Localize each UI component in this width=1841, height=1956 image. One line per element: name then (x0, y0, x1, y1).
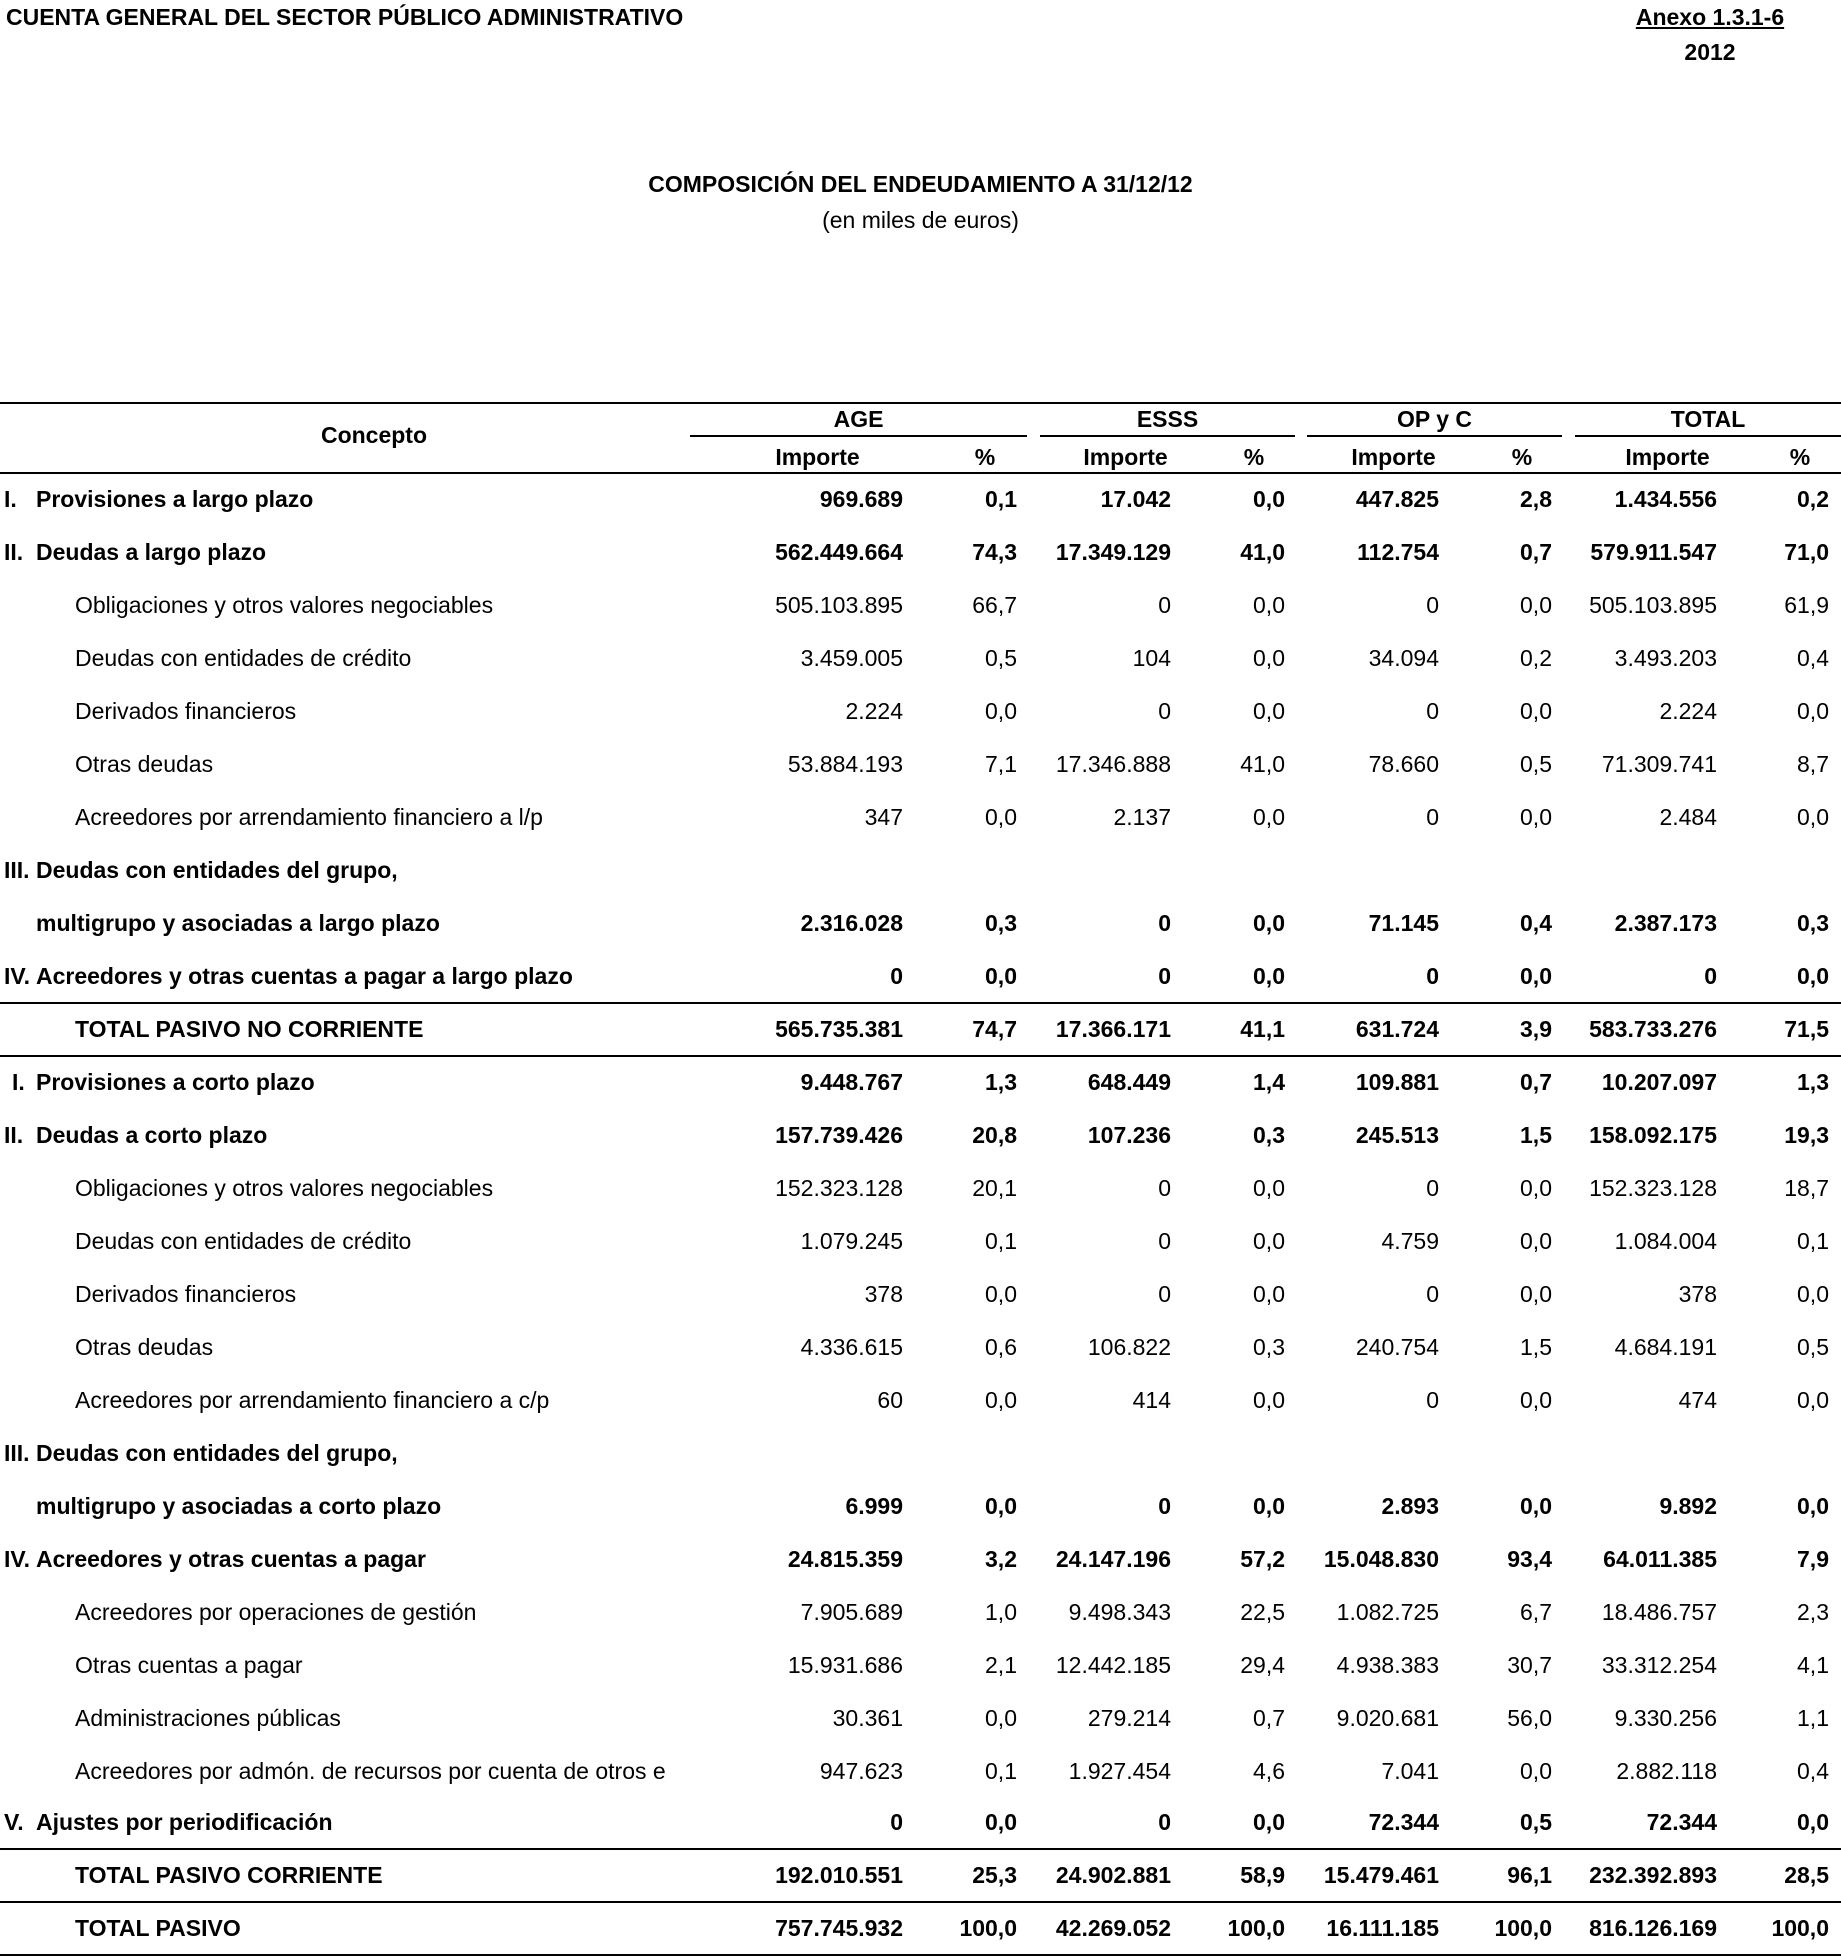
opyc-pct: 96,1 (1507, 1862, 1552, 1888)
table-row (0, 579, 1841, 632)
opyc-pct: 0,0 (1520, 1387, 1552, 1413)
opyc-importe: 0 (1426, 804, 1439, 830)
esss-importe: 17.349.129 (1055, 539, 1171, 565)
opyc-importe: 0 (1426, 698, 1439, 724)
row-numeral: I. (4, 486, 17, 512)
age-pct: 3,2 (985, 1546, 1017, 1572)
row-label: Acreedores por admón. de recursos por cuenta de otros e (75, 1758, 666, 1784)
opyc-pct: 0,0 (1520, 1175, 1552, 1201)
opyc-importe: 447.825 (1355, 486, 1439, 512)
age-pct: 0,3 (985, 910, 1017, 936)
row-label: Obligaciones y otros valores negociables (75, 592, 494, 618)
esss-importe: 9.498.343 (1068, 1599, 1171, 1625)
opyc-importe: 631.724 (1355, 1016, 1439, 1042)
annex-label: Anexo 1.3.1-6 (1635, 4, 1785, 30)
total-pct: 8,7 (1797, 751, 1829, 777)
esss-pct: 58,9 (1240, 1862, 1285, 1888)
total-importe: 71.309.741 (1601, 751, 1717, 777)
organization-header: CUENTA GENERAL DEL SECTOR PÚBLICO ADMINISTRATIVO (6, 4, 684, 30)
col-pct-age: % (974, 444, 996, 470)
total-importe: 579.911.547 (1590, 539, 1717, 565)
opyc-importe: 1.082.725 (1336, 1599, 1439, 1625)
table-row (0, 1692, 1841, 1745)
opyc-importe: 240.754 (1355, 1334, 1439, 1360)
total-pct: 7,9 (1797, 1546, 1829, 1572)
age-importe: 0 (890, 963, 903, 989)
age-pct: 25,3 (972, 1862, 1017, 1888)
opyc-importe: 16.111.185 (1326, 1915, 1439, 1941)
age-pct: 0,5 (985, 645, 1017, 671)
age-pct: 66,7 (972, 592, 1017, 618)
row-label: Deudas con entidades del grupo, (36, 857, 398, 883)
esss-pct: 0,0 (1253, 1175, 1285, 1201)
opyc-importe: 109.881 (1355, 1069, 1439, 1095)
age-pct: 0,1 (985, 1758, 1017, 1784)
total-pct: 0,1 (1797, 1228, 1829, 1254)
total-row (0, 1902, 1841, 1955)
age-importe: 565.735.381 (775, 1016, 903, 1042)
age-importe: 152.323.128 (775, 1175, 903, 1201)
opyc-pct: 0,7 (1520, 539, 1552, 565)
total-pct: 28,5 (1784, 1862, 1829, 1888)
col-concepto: Concepto (320, 422, 428, 448)
total-importe: 18.486.757 (1601, 1599, 1717, 1625)
esss-pct: 0,0 (1253, 1809, 1285, 1835)
age-importe: 2.316.028 (800, 910, 903, 936)
col-group-opyc: OP y C (1397, 406, 1472, 432)
age-importe: 4.336.615 (800, 1334, 903, 1360)
col-pct-total: % (1789, 444, 1811, 470)
total-pct: 0,0 (1797, 1493, 1829, 1519)
row-label: Deudas con entidades de crédito (75, 1228, 412, 1254)
esss-importe: 279.214 (1087, 1705, 1171, 1731)
table-row (0, 897, 1841, 950)
esss-importe: 24.147.196 (1055, 1546, 1171, 1572)
esss-importe: 107.236 (1087, 1122, 1171, 1148)
total-importe: 2.484 (1659, 804, 1717, 830)
table-row (0, 1533, 1841, 1586)
esss-importe: 42.269.052 (1055, 1915, 1171, 1941)
opyc-pct: 0,0 (1520, 1228, 1552, 1254)
opyc-pct: 0,4 (1520, 910, 1552, 936)
opyc-pct: 3,9 (1520, 1016, 1552, 1042)
total-importe: 232.392.893 (1589, 1862, 1717, 1888)
opyc-pct: 2,8 (1520, 486, 1552, 512)
table-row (0, 1268, 1841, 1321)
total-pct: 19,3 (1784, 1122, 1829, 1148)
row-label: Derivados financieros (75, 698, 297, 724)
col-pct-opyc: % (1511, 444, 1533, 470)
row-label: Acreedores por arrendamiento financiero a c/p (75, 1387, 550, 1413)
esss-pct: 0,0 (1253, 1493, 1285, 1519)
age-importe: 3.459.005 (800, 645, 903, 671)
row-numeral: I. (12, 1069, 25, 1095)
age-importe: 947.623 (819, 1758, 903, 1784)
row-label: multigrupo y asociadas a corto plazo (36, 1493, 442, 1519)
opyc-pct: 0,0 (1520, 1281, 1552, 1307)
total-importe: 2.882.118 (1616, 1758, 1717, 1784)
table-row (0, 1745, 1841, 1798)
opyc-pct: 0,0 (1520, 804, 1552, 830)
col-group-total: TOTAL (1670, 406, 1746, 432)
esss-importe: 648.449 (1087, 1069, 1171, 1095)
row-numeral: II. (4, 1122, 24, 1148)
opyc-pct: 0,0 (1520, 1758, 1552, 1784)
row-label: Acreedores y otras cuentas a pagar a largo plazo (36, 963, 573, 989)
total-pct: 0,0 (1797, 1281, 1829, 1307)
opyc-importe: 4.938.383 (1336, 1652, 1439, 1678)
opyc-importe: 78.660 (1368, 751, 1439, 777)
total-importe: 10.207.097 (1601, 1069, 1717, 1095)
esss-pct: 1,4 (1253, 1069, 1285, 1095)
table-row (0, 950, 1841, 1003)
table-row (0, 1109, 1841, 1162)
age-importe: 7.905.689 (800, 1599, 903, 1625)
total-importe: 583.733.276 (1589, 1016, 1717, 1042)
total-importe: 64.011.385 (1603, 1546, 1717, 1572)
opyc-importe: 15.479.461 (1323, 1862, 1439, 1888)
total-importe: 3.493.203 (1614, 645, 1717, 671)
age-pct: 20,8 (972, 1122, 1017, 1148)
row-label: Otras deudas (75, 751, 214, 777)
age-pct: 1,3 (985, 1069, 1017, 1095)
opyc-importe: 0 (1426, 1281, 1439, 1307)
table-row (0, 1374, 1841, 1427)
esss-pct: 4,6 (1253, 1758, 1285, 1784)
row-label: Acreedores y otras cuentas a pagar (36, 1546, 426, 1572)
total-importe: 2.387.173 (1614, 910, 1717, 936)
esss-pct: 41,0 (1240, 751, 1285, 777)
opyc-pct: 0,0 (1520, 963, 1552, 989)
esss-importe: 0 (1158, 1281, 1171, 1307)
esss-importe: 0 (1158, 1493, 1171, 1519)
esss-importe: 2.137 (1113, 804, 1171, 830)
age-pct: 0,0 (985, 804, 1017, 830)
age-pct: 0,1 (985, 1228, 1017, 1254)
opyc-importe: 4.759 (1381, 1228, 1439, 1254)
age-pct: 0,0 (985, 1705, 1017, 1731)
row-label: Deudas con entidades de crédito (75, 645, 412, 671)
total-importe: 9.330.256 (1614, 1705, 1717, 1731)
table-row (0, 632, 1841, 685)
row-label: Ajustes por periodificación (36, 1809, 333, 1835)
page-title: COMPOSICIÓN DEL ENDEUDAMIENTO A 31/12/12 (648, 171, 1193, 197)
opyc-importe: 0 (1426, 963, 1439, 989)
row-numeral: IV. (4, 963, 31, 989)
total-importe: 152.323.128 (1589, 1175, 1717, 1201)
total-pct: 0,0 (1797, 698, 1829, 724)
row-label: TOTAL PASIVO NO CORRIENTE (75, 1016, 424, 1042)
esss-importe: 0 (1158, 698, 1171, 724)
row-label: Otras cuentas a pagar (75, 1652, 303, 1678)
total-pct: 0,0 (1797, 963, 1829, 989)
total-importe: 378 (1678, 1281, 1717, 1307)
opyc-importe: 15.048.830 (1323, 1546, 1439, 1572)
row-label: Provisiones a corto plazo (36, 1069, 315, 1095)
total-importe: 816.126.169 (1589, 1915, 1717, 1941)
esss-importe: 1.927.454 (1068, 1758, 1171, 1784)
row-label: TOTAL PASIVO CORRIENTE (75, 1862, 383, 1888)
esss-pct: 41,1 (1240, 1016, 1285, 1042)
total-pct: 0,4 (1797, 645, 1829, 671)
table-row (0, 791, 1841, 844)
age-importe: 1.079.245 (800, 1228, 903, 1254)
opyc-pct: 1,5 (1520, 1334, 1552, 1360)
row-label: Provisiones a largo plazo (36, 486, 314, 512)
row-label: Derivados financieros (75, 1281, 297, 1307)
total-pct: 18,7 (1784, 1175, 1829, 1201)
row-label: TOTAL PASIVO (75, 1915, 241, 1941)
esss-pct: 22,5 (1240, 1599, 1285, 1625)
total-importe: 474 (1678, 1387, 1717, 1413)
age-importe: 969.689 (819, 486, 903, 512)
row-label: Acreedores por operaciones de gestión (75, 1599, 477, 1625)
age-importe: 192.010.551 (775, 1862, 903, 1888)
esss-pct: 57,2 (1240, 1546, 1285, 1572)
esss-pct: 0,0 (1253, 698, 1285, 724)
row-numeral: III. (4, 1440, 30, 1466)
total-pct: 1,1 (1797, 1705, 1829, 1731)
age-pct: 0,0 (985, 963, 1017, 989)
table-row (0, 1796, 1841, 1849)
age-importe: 24.815.359 (787, 1546, 903, 1572)
total-pct: 0,0 (1797, 1809, 1829, 1835)
opyc-pct: 1,5 (1520, 1122, 1552, 1148)
row-label: Deudas a corto plazo (36, 1122, 268, 1148)
total-pct: 0,5 (1797, 1334, 1829, 1360)
total-pct: 0,3 (1797, 910, 1829, 936)
total-importe: 1.434.556 (1614, 486, 1717, 512)
esss-pct: 0,0 (1253, 645, 1285, 671)
total-pct: 71,5 (1784, 1016, 1829, 1042)
esss-pct: 0,0 (1253, 1228, 1285, 1254)
total-pct: 71,0 (1784, 539, 1829, 565)
esss-pct: 0,0 (1253, 592, 1285, 618)
total-pct: 0,4 (1797, 1758, 1829, 1784)
age-importe: 378 (864, 1281, 903, 1307)
esss-importe: 414 (1132, 1387, 1171, 1413)
annex-header (1600, 4, 1820, 66)
opyc-importe: 9.020.681 (1336, 1705, 1439, 1731)
opyc-pct: 0,7 (1520, 1069, 1552, 1095)
table-row (0, 1639, 1841, 1692)
age-pct: 1,0 (985, 1599, 1017, 1625)
age-importe: 9.448.767 (800, 1069, 903, 1095)
opyc-importe: 112.754 (1357, 539, 1439, 565)
esss-importe: 24.902.881 (1055, 1862, 1171, 1888)
total-importe: 0 (1704, 963, 1717, 989)
total-importe: 72.344 (1646, 1809, 1717, 1835)
esss-pct: 100,0 (1227, 1915, 1285, 1941)
opyc-importe: 0 (1426, 1175, 1439, 1201)
table-row (0, 1162, 1841, 1215)
row-label: multigrupo y asociadas a largo plazo (36, 910, 440, 936)
total-pct: 0,0 (1797, 1387, 1829, 1413)
total-importe: 2.224 (1659, 698, 1717, 724)
esss-importe: 0 (1158, 963, 1171, 989)
row-label: Deudas a largo plazo (36, 539, 267, 565)
col-pct-esss: % (1243, 444, 1265, 470)
age-pct: 0,0 (985, 698, 1017, 724)
esss-importe: 104 (1132, 645, 1171, 671)
opyc-pct: 30,7 (1507, 1652, 1552, 1678)
table-row (0, 1215, 1841, 1268)
age-importe: 562.449.664 (775, 539, 903, 565)
esss-pct: 0,3 (1253, 1334, 1285, 1360)
age-pct: 74,7 (972, 1016, 1017, 1042)
opyc-importe: 2.893 (1381, 1493, 1439, 1519)
total-pct: 0,0 (1797, 804, 1829, 830)
row-label: Deudas con entidades del grupo, (36, 1440, 398, 1466)
total-pct: 100,0 (1771, 1915, 1829, 1941)
opyc-pct: 0,5 (1520, 1809, 1552, 1835)
opyc-importe: 7.041 (1381, 1758, 1439, 1784)
esss-importe: 12.442.185 (1055, 1652, 1171, 1678)
total-group-rule (1575, 435, 1841, 437)
esss-pct: 41,0 (1240, 539, 1285, 565)
esss-pct: 0,0 (1253, 1387, 1285, 1413)
row-numeral: II. (4, 539, 24, 565)
table-row (0, 1321, 1841, 1374)
opyc-pct: 100,0 (1494, 1915, 1552, 1941)
col-importe-opyc: Importe (1351, 444, 1436, 470)
table-row (0, 738, 1841, 791)
col-importe-esss: Importe (1083, 444, 1168, 470)
esss-importe: 17.366.171 (1055, 1016, 1171, 1042)
total-pct: 61,9 (1784, 592, 1829, 618)
total-pct: 1,3 (1797, 1069, 1829, 1095)
age-pct: 7,1 (985, 751, 1017, 777)
age-importe: 757.745.932 (775, 1915, 903, 1941)
esss-importe: 0 (1158, 910, 1171, 936)
table-row (0, 526, 1841, 579)
opyc-pct: 0,0 (1520, 592, 1552, 618)
opyc-importe: 0 (1426, 1387, 1439, 1413)
esss-importe: 17.346.888 (1055, 751, 1171, 777)
table-row (0, 473, 1841, 526)
opyc-importe: 245.513 (1355, 1122, 1439, 1148)
row-numeral: V. (4, 1809, 24, 1835)
age-pct: 0,6 (985, 1334, 1017, 1360)
esss-importe: 0 (1158, 1228, 1171, 1254)
age-pct: 0,0 (985, 1281, 1017, 1307)
esss-group-rule (1040, 435, 1295, 437)
age-pct: 2,1 (985, 1652, 1017, 1678)
total-importe: 158.092.175 (1589, 1122, 1717, 1148)
total-importe: 1.084.004 (1614, 1228, 1717, 1254)
esss-importe: 0 (1158, 1175, 1171, 1201)
age-importe: 53.884.193 (787, 751, 903, 777)
esss-pct: 0,0 (1253, 910, 1285, 936)
age-importe: 30.361 (832, 1705, 903, 1731)
col-group-esss: ESSS (1136, 406, 1199, 432)
row-label: Otras deudas (75, 1334, 214, 1360)
table-row (0, 844, 1841, 897)
age-importe: 6.999 (845, 1493, 903, 1519)
opyc-pct: 6,7 (1520, 1599, 1552, 1625)
esss-pct: 0,0 (1253, 804, 1285, 830)
esss-pct: 0,7 (1253, 1705, 1285, 1731)
esss-importe: 0 (1158, 592, 1171, 618)
esss-pct: 29,4 (1240, 1652, 1285, 1678)
total-pct: 4,1 (1797, 1652, 1829, 1678)
esss-pct: 0,0 (1253, 1281, 1285, 1307)
table-row (0, 1480, 1841, 1533)
total-importe: 33.312.254 (1601, 1652, 1717, 1678)
total-row (0, 1003, 1841, 1056)
esss-importe: 17.042 (1100, 486, 1171, 512)
table-row (0, 1427, 1841, 1480)
row-label: Acreedores por arrendamiento financiero a l/p (75, 804, 543, 830)
opyc-group-rule (1307, 435, 1562, 437)
age-pct: 20,1 (972, 1175, 1017, 1201)
row-numeral: III. (4, 857, 30, 883)
total-importe: 9.892 (1659, 1493, 1717, 1519)
col-importe-total: Importe (1625, 444, 1710, 470)
esss-pct: 0,0 (1253, 963, 1285, 989)
total-importe: 505.103.895 (1589, 592, 1717, 618)
opyc-pct: 56,0 (1507, 1705, 1552, 1731)
age-pct: 0,1 (985, 486, 1017, 512)
age-importe: 157.739.426 (775, 1122, 903, 1148)
age-importe: 0 (890, 1809, 903, 1835)
age-importe: 60 (877, 1387, 903, 1413)
esss-pct: 0,0 (1253, 486, 1285, 512)
age-importe: 15.931.686 (787, 1652, 903, 1678)
opyc-pct: 0,0 (1520, 1493, 1552, 1519)
row-label: Administraciones públicas (75, 1705, 341, 1731)
col-group-age: AGE (833, 406, 884, 432)
esss-importe: 0 (1158, 1809, 1171, 1835)
opyc-importe: 71.145 (1368, 910, 1439, 936)
opyc-importe: 34.094 (1368, 645, 1439, 671)
total-row (0, 1849, 1841, 1902)
row-label: Obligaciones y otros valores negociables (75, 1175, 494, 1201)
year-label: 2012 (1684, 39, 1736, 65)
age-pct: 0,0 (985, 1387, 1017, 1413)
table-row (0, 685, 1841, 738)
total-importe: 4.684.191 (1614, 1334, 1717, 1360)
age-pct: 100,0 (959, 1915, 1017, 1941)
opyc-pct: 93,4 (1507, 1546, 1552, 1572)
age-importe: 2.224 (845, 698, 903, 724)
opyc-pct: 0,5 (1520, 751, 1552, 777)
opyc-importe: 72.344 (1368, 1809, 1439, 1835)
age-importe: 347 (864, 804, 903, 830)
esss-importe: 106.822 (1087, 1334, 1171, 1360)
esss-pct: 0,3 (1253, 1122, 1285, 1148)
total-pct: 0,2 (1797, 486, 1829, 512)
opyc-pct: 0,0 (1520, 698, 1552, 724)
age-pct: 0,0 (985, 1809, 1017, 1835)
opyc-importe: 0 (1426, 592, 1439, 618)
opyc-pct: 0,2 (1520, 645, 1552, 671)
page-subtitle: (en miles de euros) (822, 207, 1019, 233)
table-row (0, 1056, 1841, 1109)
row-numeral: IV. (4, 1546, 31, 1572)
table-top-rule (0, 402, 1841, 404)
age-pct: 0,0 (985, 1493, 1017, 1519)
table-row (0, 1586, 1841, 1639)
age-pct: 74,3 (972, 539, 1017, 565)
total-pct: 2,3 (1797, 1599, 1829, 1625)
col-importe-age: Importe (775, 444, 860, 470)
age-importe: 505.103.895 (775, 592, 903, 618)
